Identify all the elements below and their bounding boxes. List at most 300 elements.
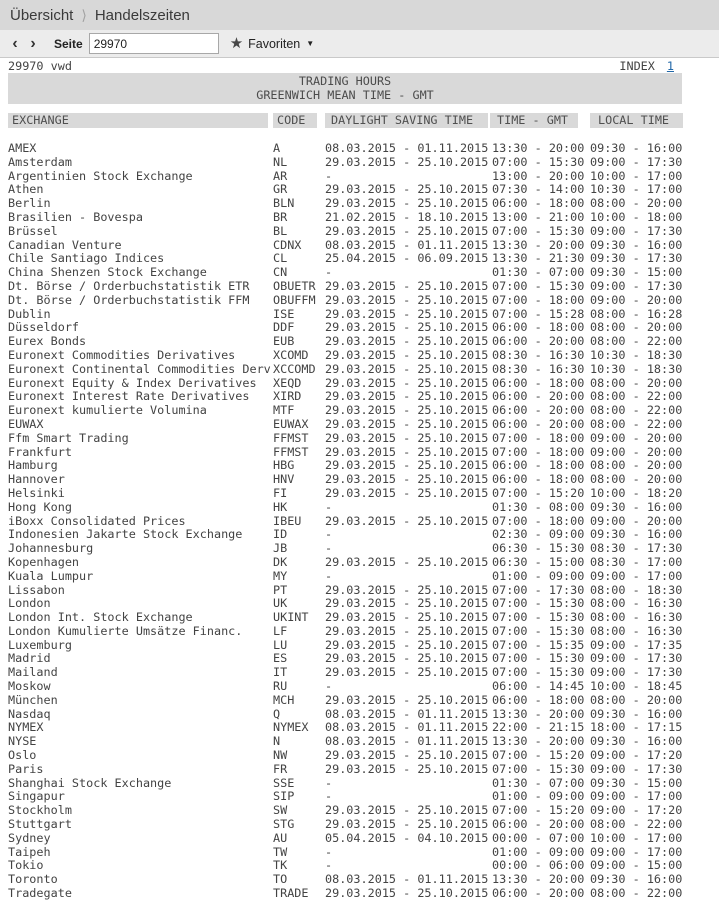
- local-time: 08:00 - 16:30: [590, 596, 683, 611]
- exchange-name: Tradegate: [8, 886, 72, 901]
- exchange-name: iBoxx Consolidated Prices: [8, 513, 186, 528]
- exchange-code: AR: [273, 168, 288, 183]
- local-time: 10:00 - 18:20: [590, 485, 683, 500]
- exchange-name: Lissabon: [8, 582, 65, 597]
- exchange-name: Dt. Börse / Orderbuchstatistik FFM: [8, 292, 250, 307]
- breadcrumb-separator-icon: ⟩: [81, 6, 87, 23]
- table-row: [8, 528, 719, 542]
- local-time: 09:00 - 17:20: [590, 803, 683, 818]
- table-row: [8, 211, 719, 225]
- exchange-name: Indonesien Jakarte Stock Exchange: [8, 527, 243, 542]
- exchange-name: Johannesburg: [8, 541, 94, 556]
- dst-period: 08.03.2015 - 01.11.2015: [325, 141, 489, 155]
- exchange-name: AMEX: [8, 141, 37, 155]
- local-time: 09:30 - 15:00: [590, 775, 683, 790]
- gmt-time: 13:30 - 20:00: [492, 872, 585, 887]
- dst-period: 29.03.2015 - 25.10.2015: [325, 403, 489, 418]
- table-row: [8, 432, 719, 446]
- gmt-time: 07:00 - 15:20: [492, 803, 585, 818]
- exchange-code: A: [273, 141, 281, 155]
- local-time: 08:30 - 17:00: [590, 554, 683, 569]
- local-time: 09:00 - 15:00: [590, 858, 683, 873]
- exchange-code: MCH: [273, 692, 295, 707]
- dst-period: 29.03.2015 - 25.10.2015: [325, 389, 489, 404]
- local-time: 09:00 - 17:00: [590, 844, 683, 859]
- table-row: [8, 597, 719, 611]
- local-time: 09:00 - 17:30: [590, 154, 683, 169]
- local-time: 08:00 - 16:28: [590, 306, 683, 321]
- dst-period: 05.04.2015 - 04.10.2015: [325, 830, 489, 845]
- dst-period: 29.03.2015 - 25.10.2015: [325, 306, 489, 321]
- gmt-time: 06:00 - 18:00: [492, 196, 585, 211]
- exchange-code: JB: [273, 541, 288, 556]
- exchange-code: CL: [273, 251, 288, 266]
- exchange-code: BR: [273, 209, 288, 224]
- exchange-code: MY: [273, 568, 288, 583]
- gmt-time: 08:30 - 16:30: [492, 347, 585, 362]
- gmt-time: 06:00 - 20:00: [492, 334, 585, 349]
- table-row: [8, 515, 719, 529]
- page-status-line: [8, 60, 674, 72]
- table-row: [8, 294, 719, 308]
- table-row: [8, 280, 719, 294]
- local-time: 08:00 - 22:00: [590, 416, 683, 431]
- dst-period: 29.03.2015 - 25.10.2015: [325, 361, 489, 376]
- gmt-time: 07:00 - 15:30: [492, 761, 585, 776]
- exchange-code: EUB: [273, 334, 295, 349]
- local-time: 08:00 - 20:00: [590, 375, 683, 390]
- exchange-code: XCCOMD: [273, 361, 316, 376]
- page-banner: [8, 73, 682, 104]
- table-row: [8, 639, 719, 653]
- exchange-code: HK: [273, 499, 288, 514]
- dst-period: 21.02.2015 - 18.10.2015: [325, 209, 489, 224]
- dst-period: 08.03.2015 - 01.11.2015: [325, 734, 489, 749]
- table-row: [8, 501, 719, 515]
- local-time: 09:30 - 16:00: [590, 872, 683, 887]
- gmt-time: 06:00 - 18:00: [492, 458, 585, 473]
- exchange-name: Hamburg: [8, 458, 58, 473]
- dst-period: 29.03.2015 - 25.10.2015: [325, 513, 489, 528]
- table-row: [8, 459, 719, 473]
- local-time: 09:30 - 16:00: [590, 237, 683, 252]
- exchange-code: UK: [273, 596, 288, 611]
- table-row: [8, 584, 719, 598]
- dst-period: 29.03.2015 - 25.10.2015: [325, 347, 489, 362]
- exchange-name: Argentinien Stock Exchange: [8, 168, 193, 183]
- exchange-code: SSE: [273, 775, 295, 790]
- local-time: 09:00 - 20:00: [590, 513, 683, 528]
- breadcrumb-item-uebersicht[interactable]: Übersicht: [10, 6, 74, 24]
- dst-period: 29.03.2015 - 25.10.2015: [325, 154, 489, 169]
- table-row: [8, 652, 719, 666]
- gmt-time: 07:00 - 18:00: [492, 292, 585, 307]
- local-time: 09:30 - 17:30: [590, 251, 683, 266]
- dst-period: 29.03.2015 - 25.10.2015: [325, 665, 489, 680]
- gmt-time: 13:30 - 20:00: [492, 141, 585, 155]
- exchange-name: Mailand: [8, 665, 58, 680]
- gmt-time: 07:00 - 15:35: [492, 637, 585, 652]
- page-number-input[interactable]: [89, 33, 219, 54]
- table-row: [8, 404, 719, 418]
- gmt-time: 07:00 - 15:30: [492, 223, 585, 238]
- favorites-menu[interactable]: [230, 36, 314, 51]
- gmt-time: 06:30 - 15:00: [492, 554, 585, 569]
- local-time: 09:00 - 17:00: [590, 789, 683, 804]
- exchange-name: Brasilien - Bovespa: [8, 209, 143, 224]
- table-row: [8, 349, 719, 363]
- exchange-code: BL: [273, 223, 288, 238]
- gmt-time: 07:00 - 15:20: [492, 485, 585, 500]
- gmt-time: 13:00 - 21:00: [492, 209, 585, 224]
- dst-period: 29.03.2015 - 25.10.2015: [325, 803, 489, 818]
- local-time: 08:00 - 22:00: [590, 389, 683, 404]
- table-row: [8, 225, 719, 239]
- local-time: 09:30 - 16:00: [590, 141, 683, 155]
- dst-period: -: [325, 168, 333, 183]
- exchange-code: NYMEX: [273, 720, 309, 735]
- index-label: INDEX: [619, 59, 655, 73]
- exchange-code: UKINT: [273, 610, 309, 625]
- exchange-code: TO: [273, 872, 288, 887]
- table-header-row: [8, 113, 719, 128]
- exchange-name: NYMEX: [8, 720, 44, 735]
- table-row: [8, 266, 719, 280]
- dst-period: 29.03.2015 - 25.10.2015: [325, 292, 489, 307]
- exchange-code: IT: [273, 665, 288, 680]
- exchange-code: FFMST: [273, 430, 309, 445]
- gmt-time: 13:30 - 21:30: [492, 251, 585, 266]
- exchange-name: Nasdaq: [8, 706, 51, 721]
- dst-period: 29.03.2015 - 25.10.2015: [325, 554, 489, 569]
- exchange-name: EUWAX: [8, 416, 44, 431]
- dst-period: -: [325, 858, 333, 873]
- exchange-code: HBG: [273, 458, 295, 473]
- dst-period: 29.03.2015 - 25.10.2015: [325, 334, 489, 349]
- dst-period: -: [325, 527, 333, 542]
- table-row: [8, 873, 719, 887]
- exchange-name: Dt. Börse / Orderbuchstatistik ETR: [8, 278, 250, 293]
- local-time: 09:00 - 17:30: [590, 651, 683, 666]
- table-row: [8, 556, 719, 570]
- exchange-code: FFMST: [273, 444, 309, 459]
- page-forward-button[interactable]: ›: [30, 34, 36, 52]
- table-row: [8, 790, 719, 804]
- gmt-time: 07:00 - 15:30: [492, 596, 585, 611]
- exchange-name: Toronto: [8, 872, 58, 887]
- dst-period: 29.03.2015 - 25.10.2015: [325, 472, 489, 487]
- exchange-code: FI: [273, 485, 288, 500]
- exchange-name: Euronext Interest Rate Derivatives: [8, 389, 250, 404]
- exchange-name: Stockholm: [8, 803, 72, 818]
- column-header-code: CODE: [273, 113, 317, 128]
- exchange-code: TK: [273, 858, 288, 873]
- exchange-name: Berlin: [8, 196, 51, 211]
- local-time: 10:00 - 17:00: [590, 168, 683, 183]
- dst-period: 29.03.2015 - 25.10.2015: [325, 444, 489, 459]
- gmt-time: 06:00 - 18:00: [492, 375, 585, 390]
- table-row: [8, 611, 719, 625]
- table-row: [8, 666, 719, 680]
- exchange-code: OBUETR: [273, 278, 316, 293]
- gmt-time: 08:30 - 16:30: [492, 361, 585, 376]
- table-row: [8, 239, 719, 253]
- local-time: 10:00 - 17:00: [590, 830, 683, 845]
- exchange-code: PT: [273, 582, 288, 597]
- gmt-time: 06:00 - 18:00: [492, 320, 585, 335]
- dst-period: -: [325, 499, 333, 514]
- terminal-page: [0, 60, 719, 901]
- exchange-name: Brüssel: [8, 223, 58, 238]
- local-time: 08:00 - 20:00: [590, 320, 683, 335]
- gmt-time: 13:30 - 20:00: [492, 734, 585, 749]
- table-row: [8, 473, 719, 487]
- local-time: 10:00 - 18:00: [590, 209, 683, 224]
- exchange-name: Taipeh: [8, 844, 51, 859]
- dst-period: 08.03.2015 - 01.11.2015: [325, 720, 489, 735]
- table-row: [8, 390, 719, 404]
- table-row: [8, 846, 719, 860]
- exchange-code: LU: [273, 637, 288, 652]
- gmt-time: 00:00 - 07:00: [492, 830, 585, 845]
- local-time: 09:30 - 15:00: [590, 265, 683, 280]
- gmt-time: 07:00 - 15:20: [492, 748, 585, 763]
- column-header-exchange: EXCHANGE: [8, 113, 268, 128]
- exchange-name: Tokio: [8, 858, 44, 873]
- gmt-time: 06:00 - 18:00: [492, 472, 585, 487]
- local-time: 08:00 - 20:00: [590, 196, 683, 211]
- exchange-name: München: [8, 692, 58, 707]
- local-time: 18:00 - 17:15: [590, 720, 683, 735]
- dst-period: 29.03.2015 - 25.10.2015: [325, 375, 489, 390]
- table-row: [8, 680, 719, 694]
- toolbar: [0, 30, 719, 58]
- exchange-name: Madrid: [8, 651, 51, 666]
- local-time: 10:30 - 17:00: [590, 182, 683, 197]
- dst-period: 08.03.2015 - 01.11.2015: [325, 872, 489, 887]
- exchange-name: China Shenzen Stock Exchange: [8, 265, 207, 280]
- table-row: [8, 777, 719, 791]
- gmt-time: 06:00 - 20:00: [492, 886, 585, 901]
- local-time: 08:00 - 22:00: [590, 334, 683, 349]
- table-row: [8, 308, 719, 322]
- page-back-button[interactable]: ‹: [12, 34, 18, 52]
- column-header-local-time: LOCAL TIME: [590, 113, 683, 128]
- local-time: 10:00 - 18:45: [590, 679, 683, 694]
- local-time: 10:30 - 18:30: [590, 361, 683, 376]
- table-row: [8, 721, 719, 735]
- table-row: [8, 570, 719, 584]
- gmt-time: 13:30 - 20:00: [492, 237, 585, 252]
- exchange-code: Q: [273, 706, 281, 721]
- dst-period: -: [325, 265, 333, 280]
- gmt-time: 07:00 - 15:28: [492, 306, 585, 321]
- exchange-code: ID: [273, 527, 288, 542]
- table-row: [8, 335, 719, 349]
- exchange-code: TRADE: [273, 886, 309, 901]
- table-row: [8, 197, 719, 211]
- table-row: [8, 694, 719, 708]
- favorites-label: Favoriten: [248, 36, 301, 51]
- local-time: 09:00 - 17:30: [590, 665, 683, 680]
- exchange-code: IBEU: [273, 513, 302, 528]
- dst-period: 29.03.2015 - 25.10.2015: [325, 485, 489, 500]
- table-row: [8, 832, 719, 846]
- dst-period: 29.03.2015 - 25.10.2015: [325, 320, 489, 335]
- exchange-code: XIRD: [273, 389, 302, 404]
- exchange-code: SW: [273, 803, 288, 818]
- local-time: 09:00 - 17:30: [590, 278, 683, 293]
- dst-period: -: [325, 679, 333, 694]
- exchange-name: Euronext Commodities Derivatives: [8, 347, 236, 362]
- exchange-name: Euronext kumulierte Volumina: [8, 403, 207, 418]
- exchange-name: Kuala Lumpur: [8, 568, 94, 583]
- exchange-code: ES: [273, 651, 288, 666]
- exchange-name: Canadian Venture: [8, 237, 122, 252]
- gmt-time: 07:00 - 18:00: [492, 513, 585, 528]
- exchange-code: FR: [273, 761, 288, 776]
- local-time: 08:00 - 20:00: [590, 458, 683, 473]
- dst-period: 29.03.2015 - 25.10.2015: [325, 651, 489, 666]
- exchange-code: LF: [273, 623, 288, 638]
- star-icon: ★: [229, 35, 244, 52]
- gmt-time: 01:00 - 09:00: [492, 789, 585, 804]
- local-time: 08:30 - 17:30: [590, 541, 683, 556]
- dst-period: -: [325, 541, 333, 556]
- exchange-code: TW: [273, 844, 288, 859]
- exchange-name: London Int. Stock Exchange: [8, 610, 193, 625]
- dst-period: 29.03.2015 - 25.10.2015: [325, 748, 489, 763]
- index-area: [619, 60, 674, 72]
- local-time: 09:00 - 17:35: [590, 637, 683, 652]
- gmt-time: 07:00 - 18:00: [492, 430, 585, 445]
- gmt-time: 07:00 - 15:30: [492, 651, 585, 666]
- local-time: 08:00 - 20:00: [590, 692, 683, 707]
- table-row: [8, 818, 719, 832]
- gmt-time: 01:30 - 07:00: [492, 775, 585, 790]
- exchange-name: Euronext Continental Commodities Derv: [8, 361, 271, 376]
- table-row: [8, 487, 719, 501]
- exchange-code: EUWAX: [273, 416, 309, 431]
- column-header-daylight-saving-time: DAYLIGHT SAVING TIME: [325, 113, 488, 128]
- dst-period: -: [325, 568, 333, 583]
- exchange-name: Dublin: [8, 306, 51, 321]
- gmt-time: 06:00 - 18:00: [492, 692, 585, 707]
- breadcrumb-item-handelszeiten[interactable]: Handelszeiten: [94, 6, 190, 24]
- gmt-time: 01:00 - 09:00: [492, 844, 585, 859]
- exchange-code: ISE: [273, 306, 295, 321]
- exchange-name: Sydney: [8, 830, 51, 845]
- gmt-time: 07:00 - 15:30: [492, 278, 585, 293]
- exchange-name: Kopenhagen: [8, 554, 80, 569]
- table-row: [8, 321, 719, 335]
- page-id: 29970 vwd: [8, 59, 72, 73]
- local-time: 08:00 - 16:30: [590, 623, 683, 638]
- exchange-name: Hong Kong: [8, 499, 72, 514]
- table-row: [8, 749, 719, 763]
- exchange-name: Helsinki: [8, 485, 65, 500]
- exchange-code: BLN: [273, 196, 295, 211]
- local-time: 09:00 - 17:00: [590, 568, 683, 583]
- dst-period: 29.03.2015 - 25.10.2015: [325, 761, 489, 776]
- exchange-name: Euronext Equity & Index Derivatives: [8, 375, 257, 390]
- exchange-name: Shanghai Stock Exchange: [8, 775, 172, 790]
- exchange-name: Singapur: [8, 789, 65, 804]
- local-time: 09:00 - 17:30: [590, 761, 683, 776]
- gmt-time: 01:00 - 09:00: [492, 568, 585, 583]
- table-row: [8, 542, 719, 556]
- local-time: 09:30 - 16:00: [590, 734, 683, 749]
- breadcrumb: [0, 0, 719, 30]
- exchange-code: OBUFFM: [273, 292, 316, 307]
- table-row: [8, 418, 719, 432]
- gmt-time: 00:00 - 06:00: [492, 858, 585, 873]
- dst-period: 29.03.2015 - 25.10.2015: [325, 196, 489, 211]
- dst-period: 29.03.2015 - 25.10.2015: [325, 430, 489, 445]
- exchange-name: NYSE: [8, 734, 37, 749]
- page-label: Seite: [54, 36, 83, 51]
- exchange-name: London: [8, 596, 51, 611]
- index-page-link[interactable]: 1: [666, 59, 674, 73]
- dst-period: -: [325, 789, 333, 804]
- gmt-time: 13:00 - 20:00: [492, 168, 585, 183]
- banner-subtitle: GREENWICH MEAN TIME - GMT: [256, 87, 434, 102]
- table-row: [8, 735, 719, 749]
- local-time: 08:00 - 20:00: [590, 472, 683, 487]
- exchange-code: XCOMD: [273, 347, 309, 362]
- table-row: [8, 804, 719, 818]
- dst-period: 29.03.2015 - 25.10.2015: [325, 610, 489, 625]
- exchange-code: NW: [273, 748, 288, 763]
- dst-period: 29.03.2015 - 25.10.2015: [325, 637, 489, 652]
- exchange-code: AU: [273, 830, 288, 845]
- exchange-code: DK: [273, 554, 288, 569]
- local-time: 09:00 - 20:00: [590, 430, 683, 445]
- exchange-code: MTF: [273, 403, 295, 418]
- column-header-time-gmt: TIME - GMT: [490, 113, 578, 128]
- gmt-time: 02:30 - 09:00: [492, 527, 585, 542]
- table-row: [8, 252, 719, 266]
- exchange-code: XEQD: [273, 375, 302, 390]
- exchange-name: Eurex Bonds: [8, 334, 87, 349]
- local-time: 09:00 - 20:00: [590, 444, 683, 459]
- dst-period: -: [325, 775, 333, 790]
- table-row: [8, 377, 719, 391]
- exchange-name: Ffm Smart Trading: [8, 430, 129, 445]
- dst-period: 29.03.2015 - 25.10.2015: [325, 223, 489, 238]
- table-row: [8, 887, 719, 901]
- exchange-code: STG: [273, 817, 295, 832]
- exchange-code: NL: [273, 154, 288, 169]
- gmt-time: 07:30 - 14:00: [492, 182, 585, 197]
- exchange-name: Stuttgart: [8, 817, 72, 832]
- gmt-time: 06:30 - 15:30: [492, 541, 585, 556]
- gmt-time: 22:00 - 21:15: [492, 720, 585, 735]
- local-time: 08:00 - 16:30: [590, 610, 683, 625]
- local-time: 08:00 - 22:00: [590, 817, 683, 832]
- local-time: 08:00 - 18:30: [590, 582, 683, 597]
- gmt-time: 01:30 - 07:00: [492, 265, 585, 280]
- dst-period: 29.03.2015 - 25.10.2015: [325, 182, 489, 197]
- gmt-time: 06:00 - 20:00: [492, 403, 585, 418]
- exchange-name: Oslo: [8, 748, 37, 763]
- table-row: [8, 363, 719, 377]
- chevron-down-icon: ▼: [306, 39, 315, 48]
- table-row: [8, 859, 719, 873]
- banner-title: TRADING HOURS: [298, 74, 392, 88]
- exchange-code: N: [273, 734, 281, 749]
- dst-period: 29.03.2015 - 25.10.2015: [325, 817, 489, 832]
